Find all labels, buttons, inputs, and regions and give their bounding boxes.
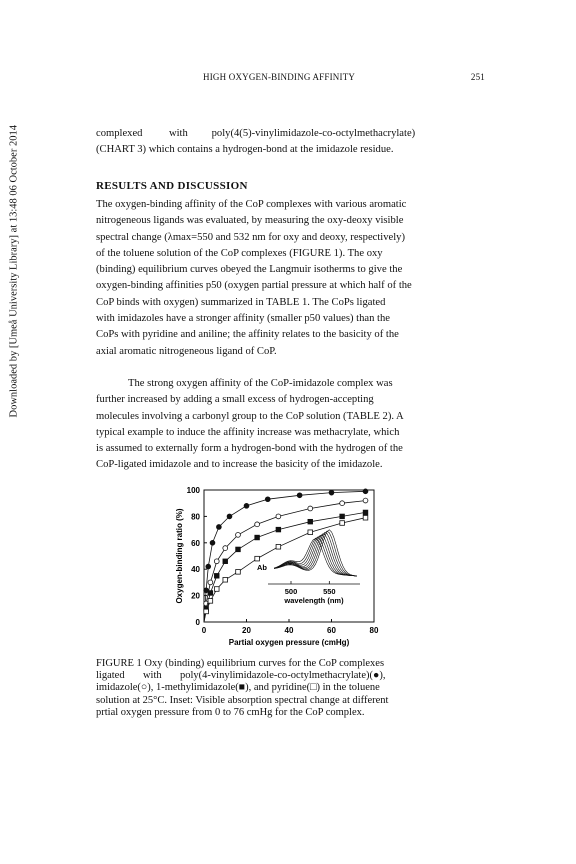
text-line: further increased by adding a small excess of hydrogen-accepting	[96, 394, 374, 406]
inset-tick-label: 550	[323, 587, 336, 596]
data-point	[363, 515, 368, 520]
text-line: axial aromatic nitrogeneous ligand of CoP.	[96, 345, 277, 357]
data-point	[210, 540, 215, 545]
main-plot	[175, 486, 379, 647]
data-point	[236, 547, 241, 552]
x-axis-label: Partial oxygen pressure (cmHg)	[228, 638, 350, 647]
data-point	[208, 599, 213, 604]
inset-tick-label: 500	[284, 587, 298, 596]
caption-line: imidazole(○), 1-methylimidazole(■), and pyridine(□) in the toluene	[96, 682, 380, 694]
data-point	[276, 527, 281, 532]
data-point	[244, 503, 249, 508]
data-point	[329, 490, 334, 495]
data-point	[223, 577, 228, 582]
data-point	[208, 591, 213, 596]
data-point	[223, 559, 228, 564]
intro-paragraph	[96, 126, 484, 159]
data-point	[255, 535, 260, 540]
data-point	[276, 514, 281, 519]
x-tick-label: 80	[369, 626, 379, 635]
text-line: CoPs with pyridine and aniline; the affinity relates to the basicity of the	[96, 329, 399, 341]
data-point	[236, 532, 241, 537]
data-point	[255, 522, 260, 527]
page-number: 251	[470, 72, 485, 82]
text-line: molecules involving a carbonyl group to the CoP solution (TABLE 2). A	[96, 410, 404, 422]
text-line: oxygen-binding affinities p50 (oxygen partial pressure at which half of the	[96, 280, 412, 292]
paragraph-1	[96, 197, 484, 360]
inset-x-label: wavelength (nm)	[284, 596, 344, 605]
data-point	[308, 506, 313, 511]
figure-1-chart	[150, 482, 390, 654]
text-line: typical example to induce the affinity increase was methacrylate, which	[96, 426, 400, 438]
data-point	[363, 498, 368, 503]
y-tick-label: 20	[191, 591, 200, 601]
text-line: with imidazoles have a stronger affinity (smaller p50 values) than the	[96, 313, 390, 325]
data-point	[265, 497, 270, 502]
figure-caption	[96, 658, 484, 719]
text-line: spectral change (λmax=550 and 532 nm for oxy and deoxy, respectively)	[96, 231, 406, 243]
inset-spectrum-line	[274, 536, 357, 576]
section-heading: RESULTS AND DISCUSSION	[96, 180, 248, 192]
caption-line: prtial oxygen pressure from 0 to 76 cmHg for the CoP complex.	[96, 706, 365, 718]
data-point	[227, 514, 232, 519]
text-line: nitrogeneous ligands was evaluated, by measuring the oxy-deoxy visible	[96, 215, 404, 227]
caption-line: solution at 25°C. Inset: Visible absorption spectral change at different	[96, 694, 389, 706]
caption-line: FIGURE 1 Oxy (binding) equilibrium curves for the CoP complexes	[96, 658, 385, 669]
text-line: The oxygen-binding affinity of the CoP complexes with various aromatic	[96, 199, 407, 210]
text-line: (binding) equilibrium curves obeyed the Langmuir isotherms to give the	[96, 264, 403, 276]
data-point	[363, 510, 368, 515]
x-tick-label: 60	[327, 626, 336, 635]
text-line: The strong oxygen affinity of the CoP-imidazole complex was	[128, 378, 393, 389]
data-point	[340, 521, 345, 526]
text-line: CoP-ligated imidazole and to increase the basicity of the imidazole.	[96, 459, 383, 471]
data-point	[255, 556, 260, 561]
x-tick-label: 20	[242, 626, 251, 635]
y-tick-label: 0	[195, 618, 200, 627]
data-point	[204, 609, 209, 614]
y-tick-label: 60	[191, 538, 200, 548]
data-point	[208, 580, 213, 585]
inset-spectrum-line	[274, 530, 357, 576]
download-note: Downloaded by [Umeå University Library] at 13:48 06 October 2014	[8, 125, 20, 418]
text-line: CoP binds with oxygen) summarized in TABLE 1. The CoPs ligated	[96, 296, 386, 308]
caption-line: ligated with poly(4-vinylimidazole-co-octylmethacrylate)(●),	[96, 670, 386, 682]
data-point	[214, 574, 219, 579]
inset-plot	[257, 530, 360, 605]
data-point	[236, 570, 241, 575]
data-point	[223, 546, 228, 551]
y-tick-label: 80	[191, 512, 200, 522]
data-point	[340, 501, 345, 506]
data-point	[308, 519, 313, 524]
y-tick-label: 100	[186, 486, 200, 495]
data-point	[308, 530, 313, 535]
x-tick-label: 0	[201, 626, 207, 635]
data-point	[214, 559, 219, 564]
data-point	[216, 525, 221, 530]
running-title: HIGH OXYGEN-BINDING AFFINITY	[203, 72, 356, 82]
data-point	[340, 514, 345, 519]
text-line: of the toluene solution of the CoP complexes (FIGURE 1). The oxy	[96, 247, 383, 259]
data-point	[276, 544, 281, 549]
text-line: complexed with poly(4(5)-vinylimidazole-co-octylmethacrylate)	[96, 128, 416, 139]
inset-y-label: Ab	[257, 563, 267, 572]
y-tick-label: 40	[191, 565, 200, 575]
text-line: (CHART 3) which contains a hydrogen-bond at the imidazole residue.	[96, 144, 394, 156]
x-tick-label: 40	[284, 626, 294, 635]
data-point	[297, 493, 302, 498]
data-point	[363, 489, 368, 494]
data-point	[214, 587, 219, 592]
data-point	[206, 564, 211, 569]
text-line: is assumed to externally form a hydrogen-bond with the hydrogen of the	[96, 443, 403, 455]
paragraph-2	[96, 376, 484, 474]
y-axis-label: Oxygen-binding ratio (%)	[175, 508, 184, 604]
